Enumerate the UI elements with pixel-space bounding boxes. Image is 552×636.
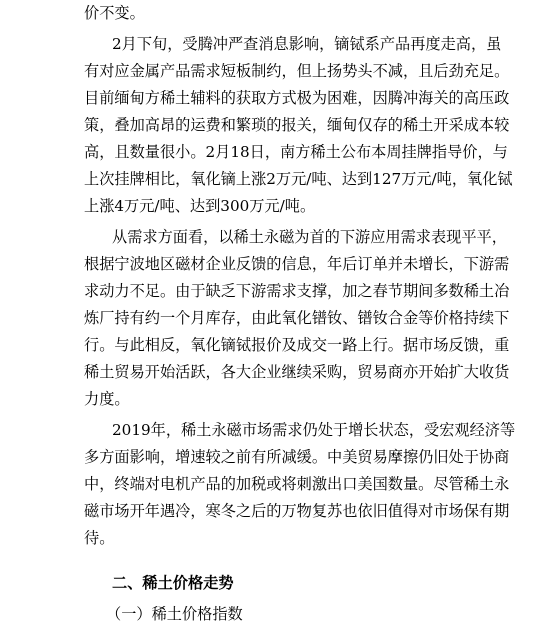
paragraph-line: 根据宁波地区磁材企业反馈的信息，年后订单并未增长，下游需 bbox=[84, 255, 510, 273]
paragraph-line: 2月下旬，受腾冲严查消息影响，镝铽系产品再度走高，虽 bbox=[112, 35, 502, 53]
paragraph-line: 上涨4万元/吨、达到300万元/吨。 bbox=[84, 197, 316, 215]
paragraph-line: 磁市场开年遇冷，寒冬之后的万物复苏也依旧值得对市场保有期 bbox=[84, 502, 510, 520]
paragraph-line: 2019年，稀土永磁市场需求仍处于增长状态，受宏观经济等 bbox=[112, 421, 516, 439]
paragraph-line: 有对应金属产品需求短板制约，但上扬势头不减，且后劲充足。 bbox=[84, 62, 510, 80]
paragraph-line: 行。与此相反，氧化镝铽报价及成交一路上行。据市场反馈，重 bbox=[84, 336, 510, 354]
section-heading: 二、稀土价格走势 bbox=[112, 574, 234, 592]
paragraph-line: 价不变。 bbox=[84, 4, 145, 22]
paragraph-line: 高，且数量很小。2月18日，南方稀土公布本周挂牌指导价，与 bbox=[84, 143, 508, 161]
paragraph-line: 多方面影响，增速较之前有所减缓。中美贸易摩擦仍旧处于协商 bbox=[84, 448, 510, 466]
paragraph-line: 从需求方面看，以稀土永磁为首的下游应用需求表现平平， bbox=[112, 228, 507, 246]
paragraph-line: 力度。 bbox=[84, 390, 130, 408]
paragraph-line: 目前缅甸方稀土辅料的获取方式极为困难，因腾冲海关的高压政 bbox=[84, 89, 510, 107]
paragraph-line: 炼厂持有约一个月库存，由此氧化镨钕、镨钕合金等价格持续下 bbox=[84, 309, 510, 327]
paragraph-line: 中，终端对电机产品的加税或将刺激出口美国数量。尽管稀土永 bbox=[84, 475, 510, 493]
paragraph-line: 求动力不足。由于缺乏下游需求支撑，加之春节期间多数稀土冶 bbox=[84, 282, 510, 300]
paragraph-line: 策，叠加高昂的运费和繁琐的报关，缅甸仅存的稀土开采成本较 bbox=[84, 116, 510, 134]
subsection-heading: （一）稀土价格指数 bbox=[106, 605, 243, 623]
paragraph-line: 上次挂牌相比，氧化镝上涨2万元/吨、达到127万元/吨，氧化铽 bbox=[84, 170, 513, 188]
paragraph-line: 待。 bbox=[84, 529, 115, 547]
paragraph-line: 稀土贸易开始活跃，各大企业继续采购，贸易商亦开始扩大收货 bbox=[84, 363, 510, 381]
